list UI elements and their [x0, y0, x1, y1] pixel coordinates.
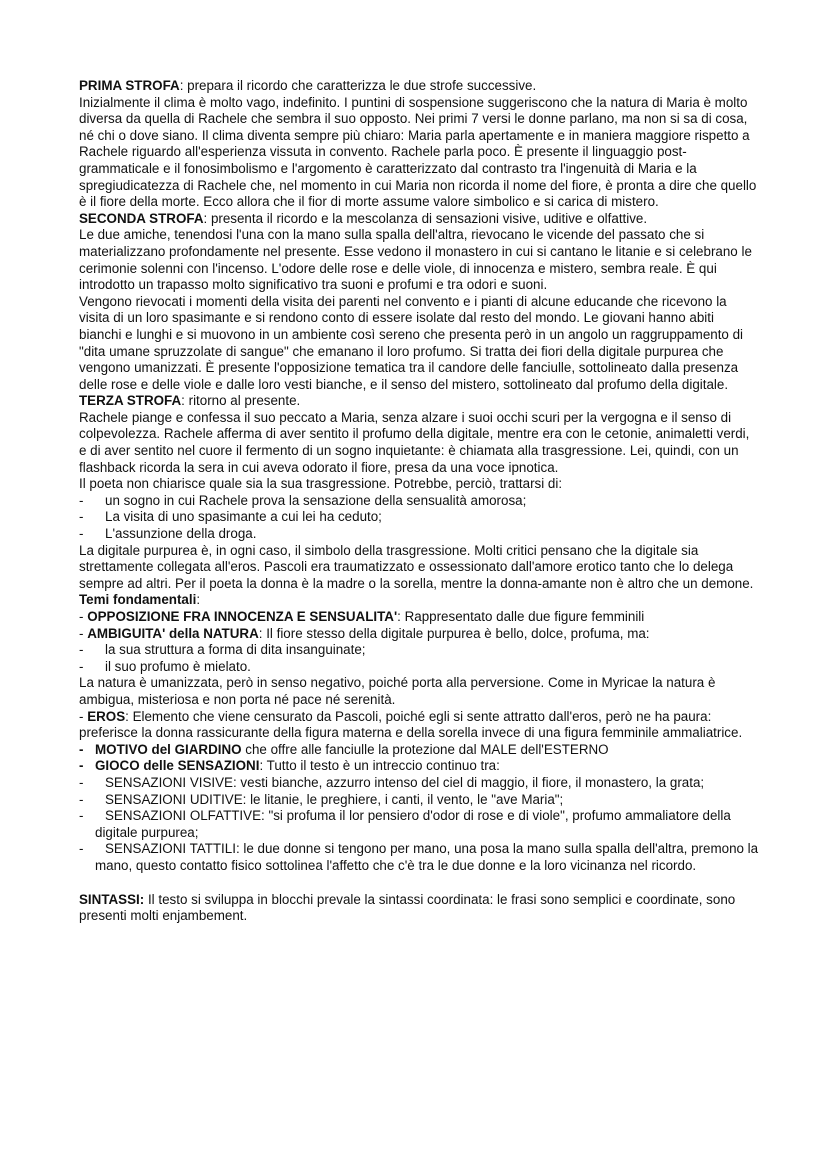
list-item: - La visita di uno spasimante a cui lei ha ceduto; [79, 509, 759, 526]
terza-strofa-intro: TERZA STROFA: ritorno al presente. [79, 393, 301, 409]
document-page [79, 78, 759, 925]
tema-ambiguita-after: La natura è umanizzata, però in senso negativo, poiché porta alla perversione. Come in Myricae la natura è ambigua, misteriosa e non porta né pace né serenità. [79, 675, 716, 707]
seconda-strofa-body-2: Vengono rievocati i momenti della visita dei parenti nel convento e i pianti di alcune educande che ricevono la visita di un loro spasimante e si rendono conto di essere isolate dal resto del mondo. Le giovani hanno abiti bianchi e lunghi e si muovono in un ambiente così sereno che presenta però in un angolo un raggruppamento di "dita umane spruzzolate di sangue" che emanano il loro profumo. Si tratta dei fiori della digitale purpurea che vengono umanizzati. È presente l'opposizione tematica tra il candore delle fanciulle, sottolineato dalla presenza delle rose e delle viole e dalle loro vesti bianche, e il senso del mistero, sottolineato dal profumo della digitale. [79, 293, 744, 392]
temi-heading: Temi fondamentali [79, 592, 197, 608]
seconda-strofa-heading: SECONDA STROFA [79, 210, 204, 226]
terza-strofa-lead: Il poeta non chiarisce quale sia la sua trasgressione. Potrebbe, perciò, trattarsi di: [79, 476, 563, 492]
list-item: - un sogno in cui Rachele prova la sensazione della sensualità amorosa; [79, 493, 759, 510]
terza-strofa-after: La digitale purpurea è, in ogni caso, il simbolo della trasgressione. Molti critici pensano che la digitale sia strettamente collegata all'eros. Pascoli era traumatizzato e ossessionato dall'amore erotico tanto che lo delega sempre ad altri. Per il poeta la donna è la madre o la sorella, mentre la donna-amante non è altro che un demone. [79, 542, 754, 591]
sintassi-paragraph: SINTASSI: Il testo si sviluppa in blocchi prevale la sintassi coordinata: le frasi sono semplici e coordinate, sono presenti molti enjambement. [79, 891, 736, 924]
tema-sensazioni: - GIOCO delle SENSAZIONI: Tutto il testo è un intreccio continuo tra: [79, 758, 759, 775]
prima-strofa-body: Inizialmente il clima è molto vago, indefinito. I puntini di sospensione suggeriscono che la natura di Maria è molto diversa da quella di Rachele che sembra il suo opposto. Nei primi 7 versi le donne parlano, ma non si sa di cosa, né chi o dove siano. Il clima diventa sempre più chiaro: Maria parla apertamente e in maniera maggiore rispetto a Rachele riguardo all'esperienza vissuta in convento. Rachele parla poco. È presente il linguaggio post-grammaticale e il fonosimbolismo e l'argomento è caratterizzato dal contrasto tra l'ingenuità di Maria e la spregiudicatezza di Rachele che, nel momento in cui Maria non ricorda il nome del fiore, è pronta a dire che quello è il fiore della morte. Ecco allora che il fior di morte assume valore simbolico e si carica di mistero. [79, 94, 757, 210]
terza-strofa-heading: TERZA STROFA [79, 393, 182, 409]
prima-strofa-heading: PRIMA STROFA [79, 78, 180, 93]
tema-opposizione: - OPPOSIZIONE FRA INNOCENZA E SENSUALITA': Rappresentato dalle due figure femminili [79, 609, 645, 624]
seconda-strofa-body-1: Le due amiche, tenendosi l'una con la mano sulla spalla dell'altra, rievocano le vicende del passato che si materializzano profondamente nel presente. Esse vedono il monastero in cui si cantano le litanie e si celebrano le cerimonie solenni con l'incenso. L'odore delle rose e delle viole, di innocenza e mistero, sembra reale. È qui introdotto un trapasso molto significativo tra suoni e profumi e tra odori e suoni. [79, 227, 752, 293]
tema-eros: - EROS: Elemento che viene censurato da Pascoli, poiché egli si sente attratto dall'eros, però ne ha paura: preferisce la donna rassicurante della figura materna e della sorella invece di una figura femminile ammaliatrice. [79, 708, 743, 741]
spacer [79, 875, 759, 892]
list-item: - L'assunzione della droga. [79, 526, 759, 543]
list-item: - SENSAZIONI UDITIVE: le litanie, le preghiere, i canti, il vento, le "ave Maria"; [79, 792, 759, 809]
sintassi-heading: SINTASSI: [79, 891, 145, 907]
seconda-strofa-intro: SECONDA STROFA: presenta il ricordo e la mescolanza di sensazioni visive, uditive e olfattive. [79, 210, 648, 226]
temi-heading-line: Temi fondamentali: [79, 592, 201, 608]
tema-giardino: - MOTIVO del GIARDINO che offre alle fanciulle la protezione dal MALE dell'ESTERNO [79, 742, 759, 759]
prima-strofa-intro: PRIMA STROFA: prepara il ricordo che caratterizza le due strofe successive. [79, 78, 537, 93]
list-item: - SENSAZIONI OLFATTIVE: "si profuma il lor pensiero d'odor di rose e di viole", profumo ammaliatore della digitale purpurea; [79, 808, 759, 841]
list-item: - SENSAZIONI TATTILI: le due donne si tengono per mano, una posa la mano sulla spalla dell'altra, premono la mano, questo contatto fisico sottolinea l'affetto che c'è tra le due donne e la loro vicinanza nel ricordo. [79, 841, 759, 874]
tema-ambiguita: - AMBIGUITA' della NATURA: Il fiore stesso della digitale purpurea è bello, dolce, profuma, ma: [79, 625, 650, 641]
list-item: - il suo profumo è mielato. [79, 659, 759, 676]
terza-strofa-body: Rachele piange e confessa il suo peccato a Maria, senza alzare i suoi occhi scuri per la vergogna e il senso di colpevolezza. Rachele afferma di aver sentito il profumo della digitale, mentre era con le cetonie, animaletti verdi, e di aver sentito nel cuore il fermento di un sogno inquietante: è chiamata alla trasgressione. Lei, quindi, con un flashback ricorda la sera in cui aveva odorato il fiore, presa da una voce ipnotica. [79, 409, 750, 475]
list-item: - la sua struttura a forma di dita insanguinate; [79, 642, 759, 659]
list-item: - SENSAZIONI VISIVE: vesti bianche, azzurro intenso del ciel di maggio, il fiore, il monastero, la grata; [79, 775, 759, 792]
